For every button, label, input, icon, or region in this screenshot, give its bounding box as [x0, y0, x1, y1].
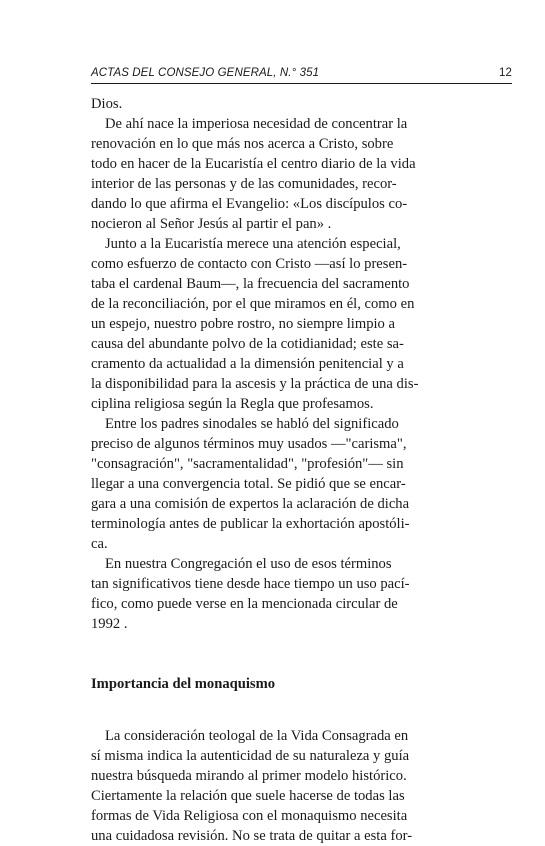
text-line: De ahí nace la imperiosa necesidad de concentrar la: [105, 116, 408, 132]
text-line: Entre los padres sinodales se habló del significado: [105, 416, 399, 432]
text-line: todo en hacer de la Eucaristía el centro diario de la vida: [91, 156, 416, 172]
text-line: la disponibilidad para la ascesis y la práctica de una dis-: [91, 376, 419, 392]
text-line: llegar a una convergencia total. Se pidió que se encar-: [91, 476, 406, 492]
page-number: 12: [499, 67, 512, 79]
text-line: ciplina religiosa según la Regla que profesamos.: [91, 396, 374, 412]
section-heading: Importancia del monaquismo: [91, 676, 276, 692]
running-title: ACTAS DEL CONSEJO GENERAL, N.° 351: [91, 67, 320, 79]
text-line: nocieron al Señor Jesús al partir el pan» .: [91, 216, 332, 232]
text-line: La consideración teologal de la Vida Consagrada en: [105, 728, 409, 744]
text-line: un espejo, nuestro pobre rostro, no siempre limpio a: [91, 316, 395, 332]
text-line: sí misma indica la autenticidad de su naturaleza y guía: [91, 748, 410, 764]
text-line: Junto a la Eucaristía merece una atención especial,: [105, 236, 401, 252]
text-line: dando lo que afirma el Evangelio: «Los discípulos co-: [91, 196, 408, 212]
text-line: formas de Vida Religiosa con el monaquismo necesita: [91, 808, 408, 824]
text-line: 1992 .: [91, 616, 128, 632]
text-line: renovación en lo que más nos acerca a Cristo, sobre: [91, 136, 394, 152]
text-line: nuestra búsqueda mirando al primer modelo histórico.: [91, 768, 407, 784]
text-line: interior de las personas y de las comunidades, recor-: [91, 176, 397, 192]
body-text: [91, 94, 419, 846]
text-line: una cuidadosa revisión. No se trata de quitar a esta for-: [91, 828, 413, 844]
text-line: "consagración", "sacramentalidad", "profesión"— sin: [91, 456, 404, 472]
text-line: causa del abundante polvo de la cotidianidad; este sa-: [91, 336, 404, 352]
header-rule: [91, 83, 512, 84]
text-line: gara a una comisión de expertos la aclaración de dicha: [91, 496, 410, 512]
text-line: preciso de algunos términos muy usados —"carisma",: [91, 436, 407, 452]
text-line: Ciertamente la relación que suele hacerse de todas las: [91, 788, 405, 804]
text-line: En nuestra Congregación el uso de esos términos: [105, 556, 392, 572]
text-line: tan significativos tiene desde hace tiempo un uso pací-: [91, 576, 410, 592]
text-line: fico, como puede verse en la mencionada circular de: [91, 596, 398, 612]
text-line: Dios.: [91, 96, 123, 112]
text-line: ca.: [91, 536, 108, 552]
text-line: de la reconciliación, por el que miramos en él, como en: [91, 296, 415, 312]
text-line: cramento da actualidad a la dimensión penitencial y a: [91, 356, 404, 372]
text-line: terminología antes de publicar la exhortación apostóli-: [91, 516, 410, 532]
text-line: como esfuerzo de contacto con Cristo —así lo presen-: [91, 256, 408, 272]
text-line: taba el cardenal Baum—, la frecuencia del sacramento: [91, 276, 410, 292]
